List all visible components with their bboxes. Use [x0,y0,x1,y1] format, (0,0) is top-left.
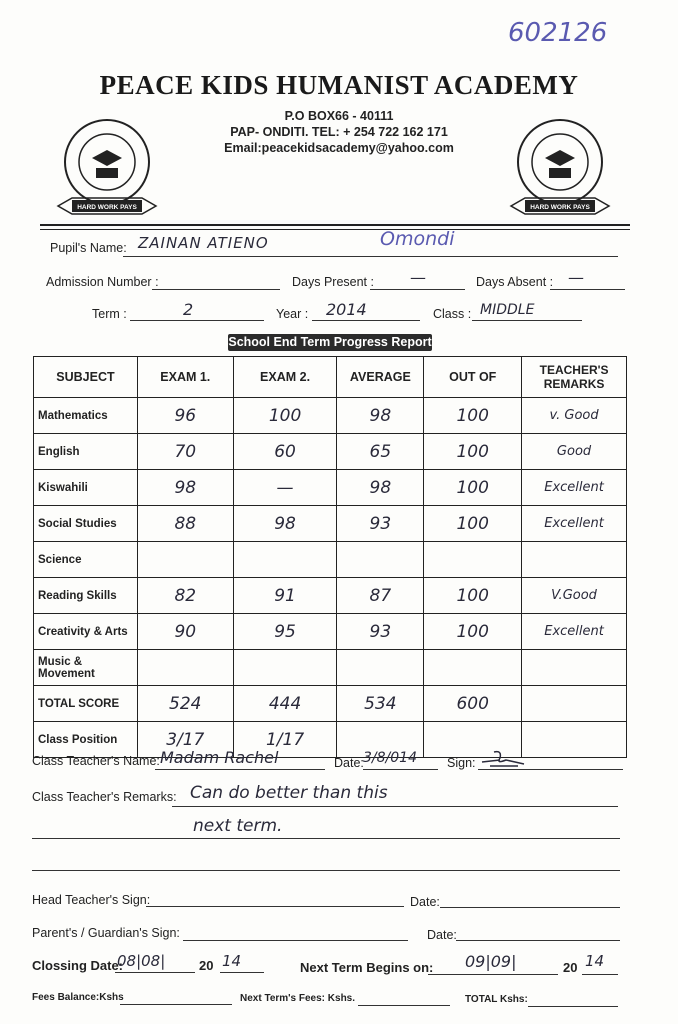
average-cell: 93 [337,506,424,542]
out-of-cell [424,542,522,578]
out-of-cell: 600 [424,686,522,722]
remarks-cell: Good [522,434,627,470]
header-exam2: EXAM 2. [233,357,337,398]
header-divider [40,224,630,226]
ct-date-line [363,769,438,770]
out-of-cell: 100 [424,506,522,542]
table-row [34,614,627,650]
closing-year-line [220,972,264,973]
remarks-line-2 [32,838,620,839]
teacher-signature [480,748,530,770]
parent-sign-label: Parent's / Guardian's Sign: [32,926,180,940]
exam1-cell: 96 [137,398,233,434]
remarks-cell [522,542,627,578]
table-row [34,578,627,614]
exam1-cell: 90 [137,614,233,650]
closing-year-prefix: 20 [199,958,214,973]
next-term-value: 09|09| [465,952,517,971]
pupil-name-extra: Omondi [380,228,455,250]
table-header-row [34,357,627,398]
admission-line [152,289,280,290]
days-absent-value: — [568,268,584,287]
class-teacher-label: Class Teacher's Name: [32,754,160,768]
header-exam1: EXAM 1. [137,357,233,398]
exam2-cell: 95 [233,614,337,650]
exam2-cell: 91 [233,578,337,614]
subject-cell: Class Position [34,722,138,758]
table-row [34,470,627,506]
subject-cell: English [34,434,138,470]
exam2-cell: 100 [233,398,337,434]
header-divider-thin [40,229,630,230]
table-row [34,650,627,686]
school-logo-right [505,112,615,222]
remarks-cell: Excellent [522,470,627,506]
table-row [34,506,627,542]
fees-balance-line [120,1004,232,1005]
remarks-line-3 [32,870,620,871]
remarks-cell [522,686,627,722]
remarks-text-2: next term. [193,816,283,836]
remarks-cell: v. Good [522,398,627,434]
header-average: AVERAGE [337,357,424,398]
subject-cell: Kiswahili [34,470,138,506]
logo-motto-right: HARD WORK PAYS [530,204,590,211]
average-cell [337,542,424,578]
table-row [34,542,627,578]
ct-date-value: 3/8/014 [363,750,417,766]
remarks-text-1: Can do better than this [190,783,388,803]
table-row [34,398,627,434]
address-line-3: Email:peacekidsacademy@yahoo.com [224,141,454,155]
report-title-banner: School End Term Progress Report [228,335,432,349]
exam2-cell: 98 [233,506,337,542]
average-cell: 93 [337,614,424,650]
head-date-label: Date: [410,895,440,909]
subject-cell: Music & Movement [34,650,138,686]
class-teacher-value: Madam Rachel [160,748,279,767]
school-logo-left [52,112,162,222]
admission-label: Admission Number : [46,275,159,289]
year-label: Year : [276,307,309,321]
closing-date-line [115,972,195,973]
remarks-cell: Excellent [522,506,627,542]
out-of-cell: 100 [424,614,522,650]
ct-sign-label: Sign: [447,756,476,770]
table-row [34,686,627,722]
closing-date-label: Clossing Date: [32,958,124,973]
out-of-cell: 100 [424,434,522,470]
header-out-of: OUT OF [424,357,522,398]
next-term-line [428,974,558,975]
next-term-year-prefix: 20 [563,960,578,975]
exam1-cell [137,542,233,578]
exam1-cell: 98 [137,470,233,506]
class-value: MIDDLE [480,302,535,318]
head-date-line [440,907,620,908]
header-subject: SUBJECT [34,357,138,398]
exam2-cell [233,650,337,686]
days-absent-label: Days Absent : [476,275,554,289]
days-present-label: Days Present : [292,275,374,289]
logo-motto-left: HARD WORK PAYS [77,204,137,211]
table-row [34,722,627,758]
remarks-line-1 [172,806,618,807]
term-label: Term : [92,307,127,321]
next-fees-line [358,1005,450,1006]
exam2-cell [233,542,337,578]
remarks-cell [522,722,627,758]
exam1-cell: 70 [137,434,233,470]
parent-sign-line [183,940,408,941]
subject-cell: Social Studies [34,506,138,542]
remarks-cell: V.Good [522,578,627,614]
average-cell: 98 [337,398,424,434]
subject-cell: Mathematics [34,398,138,434]
exam2-cell: 444 [233,686,337,722]
average-cell: 87 [337,578,424,614]
subject-cell: Science [34,542,138,578]
subject-cell: TOTAL SCORE [34,686,138,722]
ct-date-label: Date: [334,756,364,770]
subject-cell: Creativity & Arts [34,614,138,650]
class-teacher-line [155,769,325,770]
exam2-cell: 1/17 [233,722,337,758]
fees-balance-label: Fees Balance:Kshs [32,992,124,1003]
pupil-name-line [123,256,618,257]
exam1-cell [137,650,233,686]
average-cell: 534 [337,686,424,722]
term-line [130,320,264,321]
out-of-cell: 100 [424,398,522,434]
year-line [312,320,420,321]
exam2-cell: — [233,470,337,506]
progress-report-table [33,356,627,758]
address-line-2: PAP- ONDITI. TEL: + 254 722 162 171 [230,125,448,139]
next-fees-label: Next Term's Fees: Kshs. [240,993,356,1004]
average-cell: 98 [337,470,424,506]
parent-date-line [456,940,620,941]
average-cell [337,650,424,686]
remarks-cell [522,650,627,686]
exam1-cell: 88 [137,506,233,542]
class-label: Class : [433,307,472,321]
next-term-year-line [582,974,618,975]
year-value: 2014 [326,300,367,319]
head-sign-line [146,906,404,907]
exam1-cell: 3/17 [137,722,233,758]
class-line [472,320,582,321]
pupil-name-value: ZAINAN ATIENO [138,234,269,252]
total-fees-label: TOTAL Kshs: [465,994,528,1005]
exam2-cell: 60 [233,434,337,470]
head-sign-label: Head Teacher's Sign: [32,893,151,907]
term-value: 2 [183,300,194,319]
pupil-name-label: Pupil's Name: [50,241,127,255]
next-term-year-value: 14 [585,952,605,970]
header-remarks: TEACHER'S REMARKS [522,357,627,398]
address-line-1: P.O BOX66 - 40111 [284,109,394,123]
exam1-cell: 524 [137,686,233,722]
closing-date-value: 08|08| [117,952,166,970]
reference-number: 602126 [508,18,608,48]
subject-cell: Reading Skills [34,578,138,614]
remarks-cell: Excellent [522,614,627,650]
average-cell: 65 [337,434,424,470]
days-absent-line [550,289,625,290]
school-name: PEACE KIDS HUMANIST ACADEMY [99,70,579,100]
days-present-value: — [410,268,426,287]
out-of-cell: 100 [424,578,522,614]
next-term-label: Next Term Begins on: [300,960,434,975]
out-of-cell [424,650,522,686]
out-of-cell: 100 [424,470,522,506]
ct-remarks-label: Class Teacher's Remarks: [32,790,177,804]
parent-date-label: Date: [427,928,457,942]
days-present-line [370,289,465,290]
table-row [34,434,627,470]
closing-year-value: 14 [222,952,242,970]
total-fees-line [528,1006,618,1007]
exam1-cell: 82 [137,578,233,614]
